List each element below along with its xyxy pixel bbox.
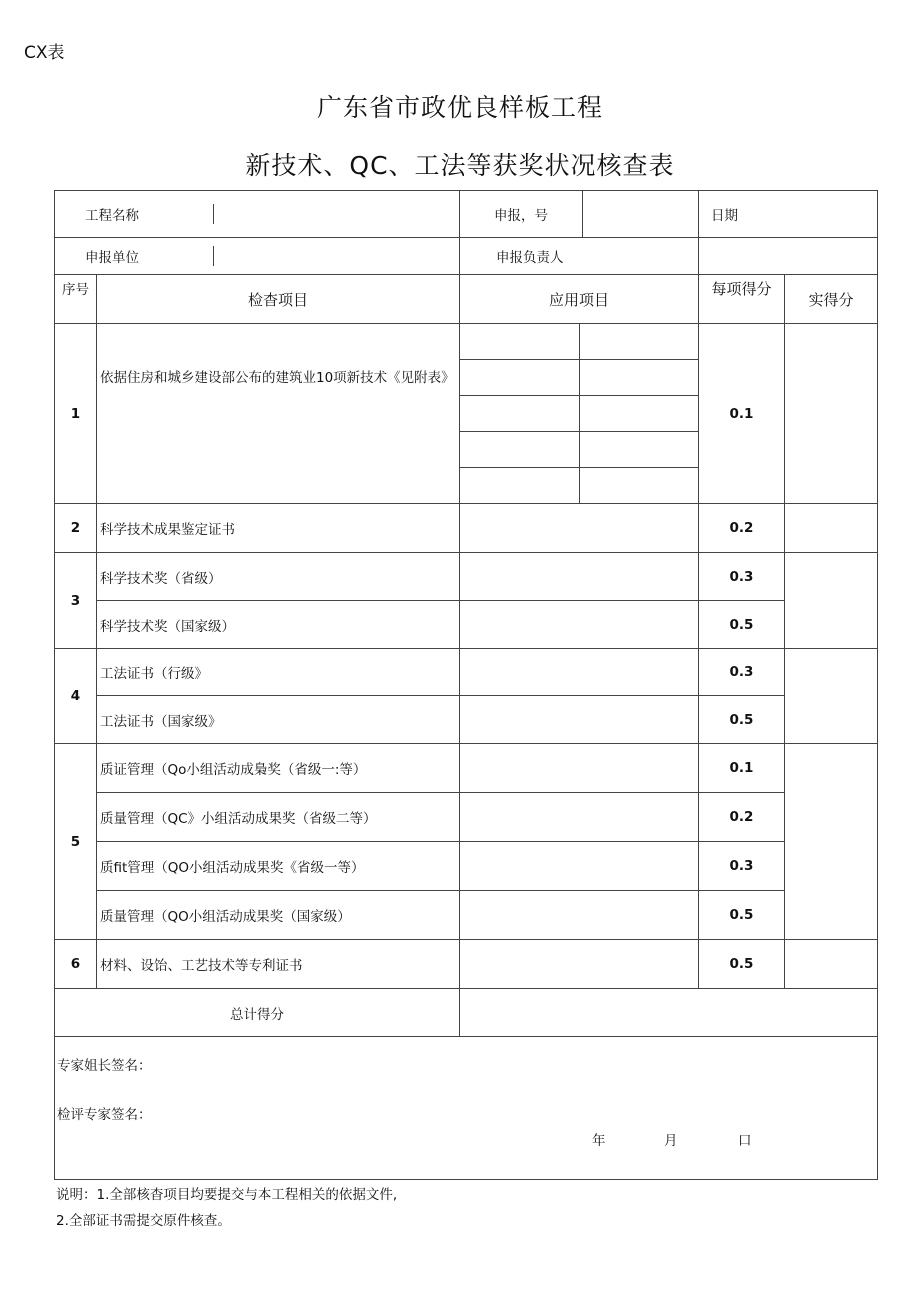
- col-seq: 序号: [55, 275, 97, 324]
- row-seq: 2: [55, 504, 97, 553]
- actual-score-field[interactable]: [785, 553, 878, 649]
- applied-cell[interactable]: [460, 842, 699, 891]
- applied-cell[interactable]: [460, 324, 579, 360]
- year-label: 年: [592, 1133, 606, 1149]
- applied-item-grid: [460, 324, 698, 503]
- expert-signature-label: 检评专家签名：: [57, 1107, 152, 1123]
- table-row: [55, 324, 878, 504]
- row-score: 0.2: [699, 793, 785, 842]
- row-seq: 3: [55, 553, 97, 649]
- row-score: 0.1: [699, 744, 785, 793]
- day-label: 口: [738, 1133, 752, 1149]
- report-no-label: 申报，号: [460, 191, 583, 238]
- row-score: 0.5: [699, 696, 785, 744]
- row-item: 工法证书（国家级》: [97, 696, 460, 744]
- table-row: [55, 504, 878, 553]
- table-row: [55, 696, 878, 744]
- row-item: 质量管理（QO小组活动成果奖（国家级）: [97, 891, 460, 940]
- row-seq: 6: [55, 940, 97, 989]
- report-no-field[interactable]: [583, 191, 699, 238]
- applied-cell[interactable]: [460, 891, 699, 940]
- actual-score-field[interactable]: [785, 504, 878, 553]
- table-row: [55, 842, 878, 891]
- applied-cell[interactable]: [579, 360, 698, 396]
- row-score: 0.1: [699, 324, 785, 504]
- applied-cell[interactable]: [579, 396, 698, 432]
- actual-score-field[interactable]: [785, 324, 878, 504]
- signature-row: [55, 1037, 878, 1180]
- row-seq: 5: [55, 744, 97, 940]
- row-score: 0.2: [699, 504, 785, 553]
- table-row: [55, 940, 878, 989]
- col-check-item: 检杳项目: [97, 275, 460, 324]
- row-score: 0.3: [699, 649, 785, 696]
- applied-cell[interactable]: [579, 432, 698, 468]
- month-label: 月: [664, 1133, 678, 1149]
- applied-cell[interactable]: [460, 360, 579, 396]
- applied-cell[interactable]: [460, 432, 579, 468]
- applied-cell[interactable]: [460, 940, 699, 989]
- table-row: [55, 553, 878, 601]
- applied-cell[interactable]: [460, 649, 699, 696]
- header-row-project: [55, 191, 878, 238]
- table-row: [55, 891, 878, 940]
- page-title: 广东省市政优良样板工程: [316, 93, 603, 122]
- unit-label: 申报单位: [55, 246, 214, 266]
- row-score: 0.3: [699, 553, 785, 601]
- row-item: 材料、设饴、工艺技术等专利证书: [97, 940, 460, 989]
- project-name-label: 工程名称: [55, 204, 214, 224]
- row-seq: 4: [55, 649, 97, 744]
- actual-score-field[interactable]: [785, 649, 878, 744]
- table-row: [55, 601, 878, 649]
- applied-cell[interactable]: [579, 468, 698, 504]
- row-score: 0.5: [699, 940, 785, 989]
- total-row: [55, 989, 878, 1037]
- applied-cell[interactable]: [460, 601, 699, 649]
- signature-area: [55, 1037, 877, 1178]
- row-score: 0.5: [699, 891, 785, 940]
- col-applied-item: 应用项目: [460, 275, 699, 324]
- actual-score-field[interactable]: [785, 940, 878, 989]
- applied-cell[interactable]: [460, 793, 699, 842]
- note-line-2: 2.全部证书需提交原件核查。: [56, 1213, 231, 1229]
- applied-cell[interactable]: [460, 504, 699, 553]
- row-score: 0.3: [699, 842, 785, 891]
- row-item: 科学技术奖（国家级）: [97, 601, 460, 649]
- responsible-label: 申报负责人: [460, 238, 699, 275]
- table-row: [55, 793, 878, 842]
- actual-score-field[interactable]: [785, 744, 878, 940]
- table-row: [55, 744, 878, 793]
- row-score: 0.5: [699, 601, 785, 649]
- total-score-field[interactable]: [460, 989, 878, 1037]
- table-row: [55, 649, 878, 696]
- responsible-field[interactable]: [699, 238, 878, 275]
- row-item: 质fit管理（QO小组活动成果奖《省级一等）: [97, 842, 460, 891]
- note-line-1: 说明：1.全部核杳项目均要提交与本工程相关的依据文件,: [56, 1187, 398, 1203]
- row-item: 质证管理（Qo小组活动成梟奖（省级一:等）: [97, 744, 460, 793]
- leader-signature-label: 专家姐长签名：: [57, 1058, 152, 1074]
- col-score-each: 每项得分: [699, 275, 785, 324]
- col-actual-score: 实得分: [785, 275, 878, 324]
- applied-cell[interactable]: [460, 553, 699, 601]
- row-item: 工法证书（行级》: [97, 649, 460, 696]
- project-name-field[interactable]: [214, 204, 460, 224]
- applied-cell[interactable]: [460, 696, 699, 744]
- applied-cell[interactable]: [579, 324, 698, 360]
- applied-cell[interactable]: [460, 396, 579, 432]
- page-subtitle: 新技术、QC、工法等获奖状况核查表: [245, 151, 675, 180]
- date-label: 日期: [699, 191, 878, 238]
- header-row-unit: [55, 238, 878, 275]
- unit-field[interactable]: [214, 246, 460, 266]
- total-label: 总计得分: [55, 989, 460, 1037]
- row-item: 科学技术成果鉴定证书: [97, 504, 460, 553]
- row-item: 依据住房和城乡建设部公布的建筑业10项新技术《见附表》: [97, 324, 460, 504]
- form-code: CX表: [24, 43, 65, 63]
- check-table: [54, 190, 878, 1180]
- applied-cell[interactable]: [460, 744, 699, 793]
- applied-cell[interactable]: [460, 468, 579, 504]
- column-header-row: [55, 275, 878, 324]
- row-item: 质量管理（QC》小组活动成果奖（省级二等）: [97, 793, 460, 842]
- row-item: 科学技术奖（省级）: [97, 553, 460, 601]
- row-seq: 1: [55, 324, 97, 504]
